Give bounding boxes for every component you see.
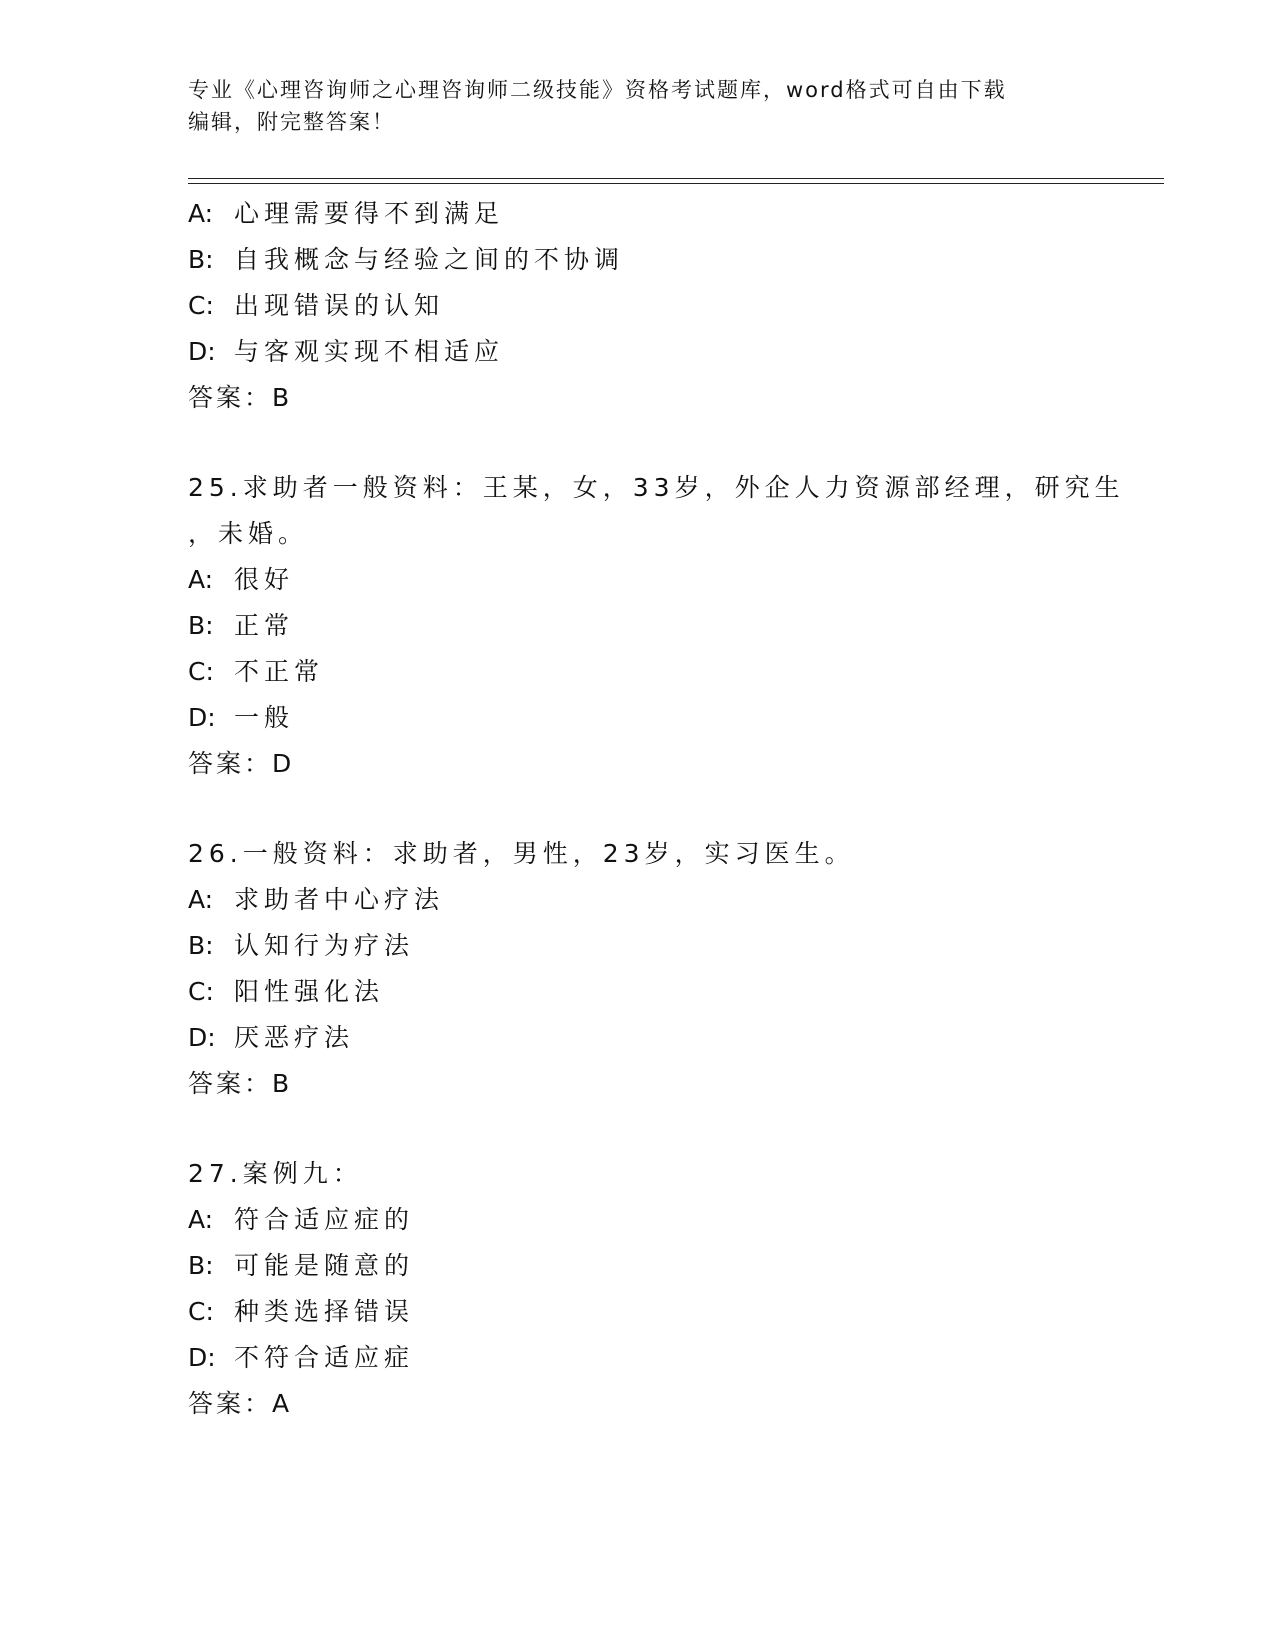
header-divider-top <box>188 178 1164 179</box>
option-a <box>188 1197 1108 1243</box>
question-24 <box>188 191 1108 421</box>
option-letter: C: <box>188 977 214 1006</box>
option-letter: B: <box>188 931 214 960</box>
question-27 <box>188 1151 1108 1427</box>
option-c <box>188 969 1108 1015</box>
question-list <box>188 191 1125 1427</box>
option-letter: B: <box>188 611 214 640</box>
option-letter: B: <box>188 245 214 274</box>
answer-line: 答案：A <box>188 1389 293 1418</box>
option-text: 认知行为疗法 <box>234 931 415 960</box>
option-letter: D: <box>188 1023 216 1052</box>
option-text: 可能是随意的 <box>234 1251 415 1280</box>
question-stem: 26.一般资料：求助者，男性，23岁，实习医生。 <box>188 839 855 868</box>
option-letter: D: <box>188 1343 216 1372</box>
option-text: 不正常 <box>234 657 325 686</box>
header-line-2: 编辑，附完整答案！ <box>188 110 395 134</box>
option-a <box>188 191 1108 237</box>
answer-line: 答案：D <box>188 749 295 778</box>
option-text: 心理需要得不到满足 <box>234 199 505 228</box>
option-letter: A: <box>188 1205 214 1234</box>
option-text: 种类选择错误 <box>234 1297 415 1326</box>
option-letter: A: <box>188 565 214 594</box>
option-text: 厌恶疗法 <box>234 1023 355 1052</box>
question-26 <box>188 831 1108 1107</box>
option-letter: D: <box>188 703 216 732</box>
option-text: 不符合适应症 <box>234 1343 415 1372</box>
option-d <box>188 1015 1108 1061</box>
option-letter: C: <box>188 657 214 686</box>
option-text: 自我概念与经验之间的不协调 <box>234 245 625 274</box>
option-letter: A: <box>188 199 214 228</box>
option-b <box>188 237 1108 283</box>
option-text: 很好 <box>234 565 295 594</box>
question-stem: 25.求助者一般资料：王某，女，33岁，外企人力资源部经理，研究生 <box>188 473 1125 502</box>
header-divider-bottom <box>188 183 1164 184</box>
header-line-1: 专业《心理咨询师之心理咨询师二级技能》资格考试题库，word格式可自由下载 <box>188 78 1007 102</box>
answer-line: 答案：B <box>188 383 293 412</box>
option-text: 出现错误的认知 <box>234 291 445 320</box>
option-b <box>188 603 1108 649</box>
question-stem: 27.案例九： <box>188 1159 363 1188</box>
question-25 <box>188 465 1125 787</box>
option-d <box>188 329 1108 375</box>
option-c <box>188 1289 1108 1335</box>
document-header <box>188 74 1088 138</box>
option-text: 与客观实现不相适应 <box>234 337 505 366</box>
option-d <box>188 695 1108 741</box>
option-text: 符合适应症的 <box>234 1205 415 1234</box>
question-stem-continued: ，未婚。 <box>188 519 309 548</box>
option-letter: B: <box>188 1251 214 1280</box>
option-text: 求助者中心疗法 <box>234 885 445 914</box>
option-letter: D: <box>188 337 216 366</box>
option-text: 阳性强化法 <box>234 977 385 1006</box>
option-b <box>188 923 1108 969</box>
option-c <box>188 283 1108 329</box>
option-letter: C: <box>188 291 214 320</box>
option-d <box>188 1335 1108 1381</box>
option-c <box>188 649 1108 695</box>
option-text: 正常 <box>234 611 295 640</box>
option-letter: C: <box>188 1297 214 1326</box>
option-letter: A: <box>188 885 214 914</box>
option-text: 一般 <box>234 703 295 732</box>
option-b <box>188 1243 1108 1289</box>
option-a <box>188 877 1108 923</box>
option-a <box>188 557 1108 603</box>
answer-line: 答案：B <box>188 1069 293 1098</box>
